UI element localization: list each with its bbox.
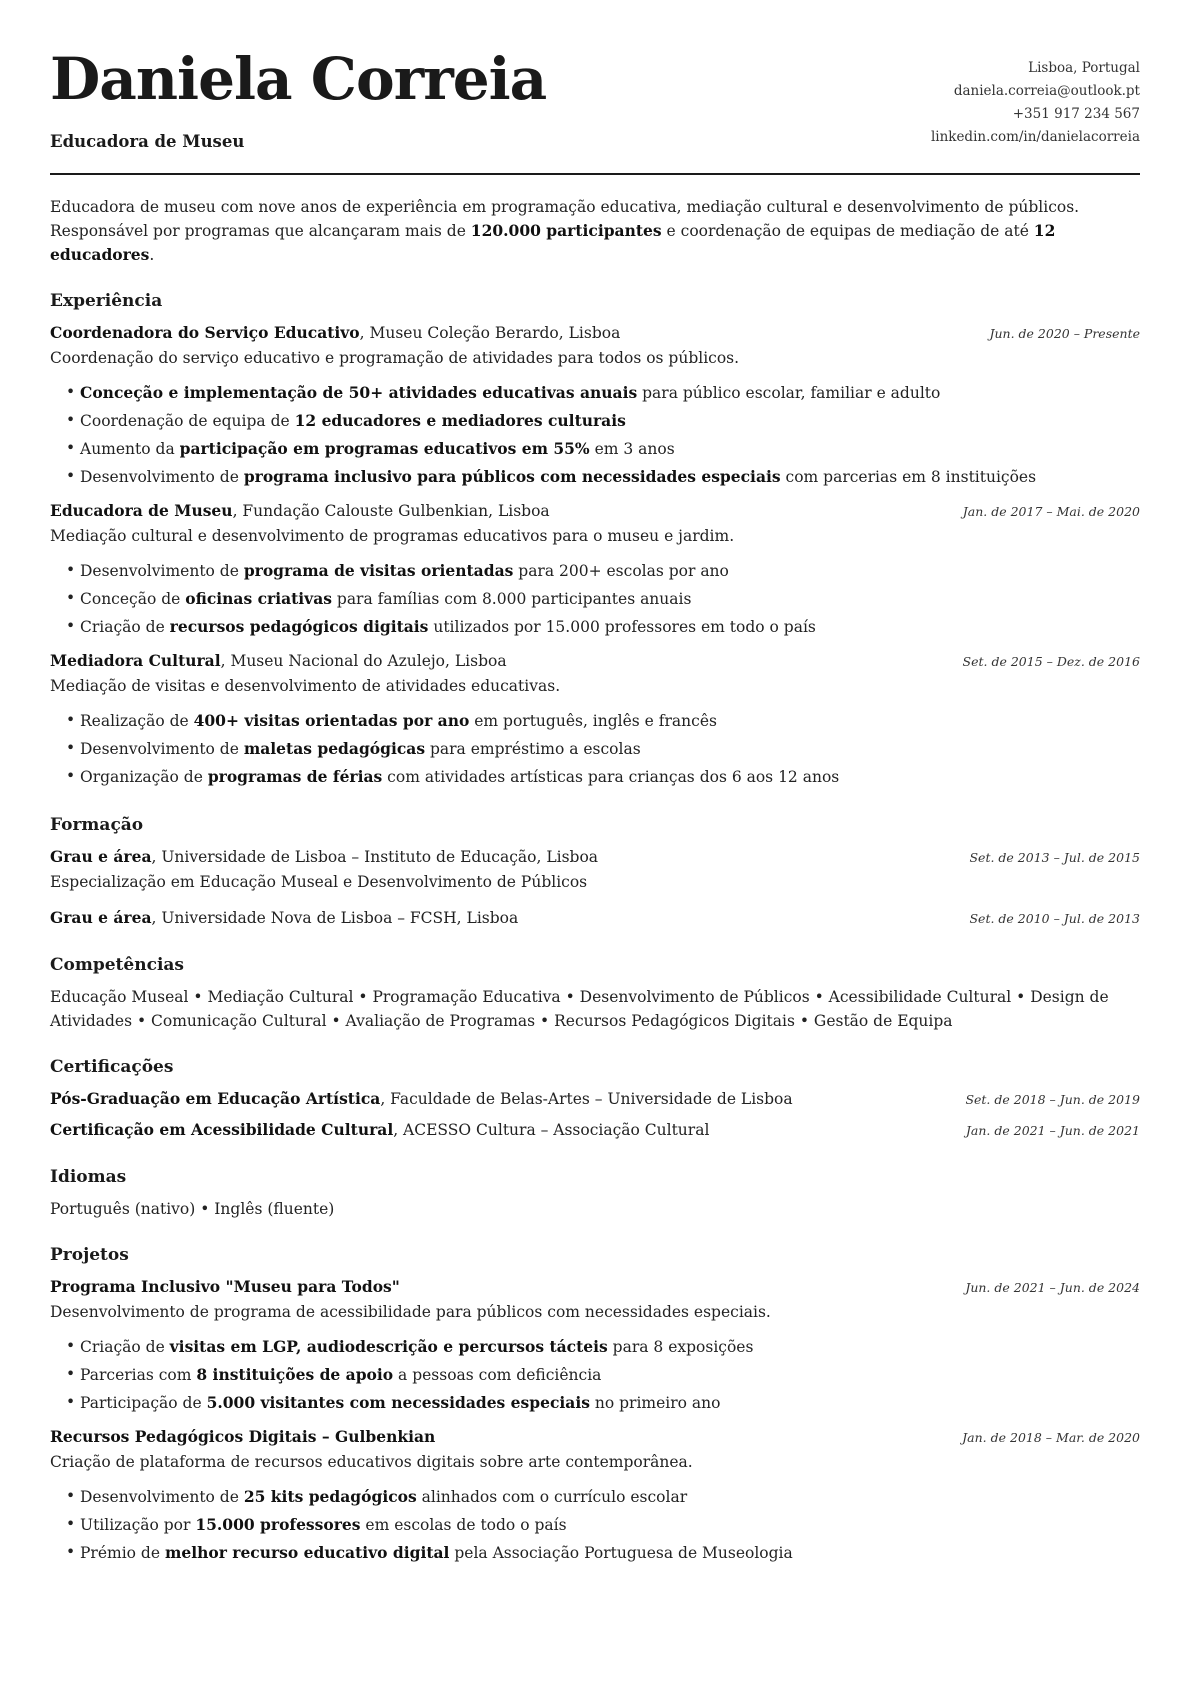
- bullet-item: [80, 1483, 1140, 1511]
- job-role: Coordenadora do Serviço Educativo: [50, 323, 360, 342]
- education-list: [50, 845, 1140, 931]
- bullet-highlight: 5.000 visitantes com necessidades especiais: [206, 1393, 590, 1412]
- bullet-highlight: programas de férias: [207, 767, 383, 786]
- certification-entry: [50, 1087, 1140, 1112]
- bullet-highlight: 400+ visitas orientadas por ano: [193, 711, 470, 730]
- bullet-text: pela Associação Portuguesa de Museologia: [449, 1544, 793, 1562]
- contact-location: Lisboa, Portugal: [1028, 60, 1140, 76]
- job-organization: , Fundação Calouste Gulbenkian, Lisboa: [232, 502, 550, 520]
- bullet-text: utilizados por 15.000 professores em todo o país: [428, 618, 816, 636]
- bullet-item: [80, 1361, 1140, 1389]
- bullet-text: Aumento da: [80, 440, 180, 458]
- entry-header: [50, 499, 1140, 524]
- entry-description: Criação de plataforma de recursos educativos digitais sobre arte contemporânea.: [50, 1453, 693, 1471]
- projects-list: [50, 1275, 1140, 1567]
- bullet-text: para 200+ escolas por ano: [513, 562, 729, 580]
- candidate-title: Educadora de Museu: [50, 132, 245, 151]
- entry-description: Especialização em Educação Museal e Desenvolvimento de Públicos: [50, 873, 588, 891]
- languages-list: Português (nativo) • Inglês (fluente): [50, 1200, 335, 1218]
- bullet-list: [50, 557, 1140, 641]
- entry-description: Mediação cultural e desenvolvimento de programas educativos para o museu e jardim.: [50, 527, 735, 545]
- resume-header: [50, 0, 1140, 175]
- certification-name: Pós-Graduação em Educação Artística: [50, 1089, 381, 1108]
- certification-name: Certificação em Acessibilidade Cultural: [50, 1120, 394, 1139]
- entry-date: Set. de 2013 – Jul. de 2015: [969, 850, 1140, 865]
- entry-title: [50, 321, 620, 345]
- bullet-text: Criação de: [80, 1338, 170, 1356]
- contact-phone[interactable]: +351 917 234 567: [1012, 106, 1140, 122]
- entry-title: [50, 906, 518, 930]
- entry-date: Jan. de 2017 – Mai. de 2020: [962, 504, 1140, 519]
- bullet-text: com parcerias em 8 instituições: [780, 468, 1037, 486]
- summary-highlight: 12 educadores: [50, 221, 1056, 264]
- bullet-highlight: programa de visitas orientadas: [243, 561, 514, 580]
- candidate-name: Daniela Correia: [50, 45, 547, 113]
- entry-date: Set. de 2010 – Jul. de 2013: [969, 911, 1140, 926]
- job-organization: , Museu Nacional do Azulejo, Lisboa: [220, 652, 507, 670]
- summary-highlight: 120.000 participantes: [470, 221, 662, 240]
- bullet-list: [50, 1483, 1140, 1567]
- bullet-item: [80, 585, 1140, 613]
- bullet-list: [50, 1333, 1140, 1417]
- entry-header: [50, 1275, 1140, 1300]
- education-school: , Universidade de Lisboa – Instituto de Educação, Lisboa: [151, 848, 599, 866]
- education-degree: Grau e área: [50, 908, 152, 927]
- project-name: Programa Inclusivo "Museu para Todos": [50, 1277, 400, 1296]
- bullet-text: Participação de: [80, 1394, 207, 1412]
- bullet-highlight: maletas pedagógicas: [243, 739, 426, 758]
- entry-description: Mediação de visitas e desenvolvimento de atividades educativas.: [50, 677, 561, 695]
- entry-date: Set. de 2018 – Jun. de 2019: [965, 1092, 1140, 1107]
- bullet-item: [80, 1539, 1140, 1567]
- certification-issuer: , ACESSO Cultura – Associação Cultural: [393, 1121, 710, 1139]
- contact-linkedin[interactable]: linkedin.com/in/danielacorreia: [930, 129, 1140, 145]
- bullet-highlight: Conceção e implementação de 50+ atividades educativas anuais: [80, 383, 638, 402]
- education-entry: [50, 845, 1140, 894]
- bullet-item: [80, 557, 1140, 585]
- entry-header: [50, 906, 1140, 931]
- entry-title: [50, 1425, 435, 1449]
- contact-block: [931, 57, 1140, 149]
- bullet-text: Utilização por: [80, 1516, 196, 1534]
- entry-title: [50, 1087, 793, 1111]
- bullet-text: Desenvolvimento de: [80, 562, 244, 580]
- summary-segment: e coordenação de equipas de mediação de até: [661, 222, 1034, 240]
- entry-date: Set. de 2015 – Dez. de 2016: [962, 654, 1140, 669]
- entry-header: [50, 845, 1140, 870]
- entry-description: Coordenação do serviço educativo e programação de atividades para todos os públicos.: [50, 349, 740, 367]
- experience-entry: [50, 499, 1140, 641]
- bullet-text: com atividades artísticas para crianças dos 6 aos 12 anos: [382, 768, 840, 786]
- summary: [50, 195, 1140, 267]
- bullet-text: a pessoas com deficiência: [393, 1366, 602, 1384]
- entry-date: Jan. de 2018 – Mar. de 2020: [962, 1430, 1140, 1445]
- bullet-text: para 8 exposições: [607, 1338, 754, 1356]
- section-title-skills: Competências: [50, 955, 184, 975]
- bullet-highlight: melhor recurso educativo digital: [164, 1543, 450, 1562]
- section-title-certifications: Certificações: [50, 1057, 174, 1077]
- bullet-highlight: oficinas criativas: [185, 589, 332, 608]
- bullet-text: para público escolar, familiar e adulto: [637, 384, 941, 402]
- entry-title: [50, 499, 550, 523]
- bullet-text: Criação de: [80, 618, 170, 636]
- education-degree: Grau e área: [50, 847, 152, 866]
- bullet-text: Organização de: [80, 768, 208, 786]
- bullet-item: [80, 735, 1140, 763]
- entry-title: [50, 1118, 709, 1142]
- bullet-highlight: 12 educadores e mediadores culturais: [294, 411, 626, 430]
- experience-entry: [50, 321, 1140, 491]
- bullet-item: [80, 613, 1140, 641]
- project-name: Recursos Pedagógicos Digitais – Gulbenkian: [50, 1427, 436, 1446]
- experience-entry: [50, 649, 1140, 791]
- section-title-projects: Projetos: [50, 1245, 129, 1265]
- bullet-text: Parcerias com: [80, 1366, 197, 1384]
- bullet-highlight: programa inclusivo para públicos com necessidades especiais: [243, 467, 781, 486]
- bullet-text: Desenvolvimento de: [80, 468, 244, 486]
- bullet-text: Conceção de: [80, 590, 186, 608]
- bullet-list: [50, 379, 1140, 491]
- job-role: Educadora de Museu: [50, 501, 233, 520]
- entry-title: [50, 649, 507, 673]
- bullet-text: em 3 anos: [589, 440, 675, 458]
- bullet-text: para empréstimo a escolas: [425, 740, 641, 758]
- bullet-item: [80, 1333, 1140, 1361]
- bullet-text: Realização de: [80, 712, 194, 730]
- entry-header: [50, 321, 1140, 346]
- bullet-item: [80, 379, 1140, 407]
- section-title-languages: Idiomas: [50, 1167, 127, 1187]
- bullet-highlight: 25 kits pedagógicos: [243, 1487, 417, 1506]
- certification-issuer: , Faculdade de Belas-Artes – Universidade de Lisboa: [380, 1090, 793, 1108]
- section-title-experience: Experiência: [50, 291, 163, 311]
- bullet-text: Prémio de: [80, 1544, 165, 1562]
- entry-header: [50, 649, 1140, 674]
- bullet-highlight: participação em programas educativos em 55%: [179, 439, 590, 458]
- project-entry: [50, 1275, 1140, 1417]
- bullet-text: para famílias com 8.000 participantes anuais: [331, 590, 692, 608]
- bullet-text: alinhados com o currículo escolar: [416, 1488, 688, 1506]
- education-school: , Universidade Nova de Lisboa – FCSH, Lisboa: [151, 909, 519, 927]
- bullet-item: [80, 1389, 1140, 1417]
- bullet-highlight: 8 instituições de apoio: [196, 1365, 394, 1384]
- experience-list: [50, 321, 1140, 791]
- project-entry: [50, 1425, 1140, 1567]
- section-title-education: Formação: [50, 815, 144, 835]
- skills-list: Educação Museal • Mediação Cultural • Programação Educativa • Desenvolvimento de Públicos • Acessibilidade Cultural • Design de Atividades • Comunicação Cultural • Avaliação de Programas • Recursos Pedagógicos Digitais • Gestão de Equipa: [50, 988, 1109, 1030]
- bullet-highlight: recursos pedagógicos digitais: [169, 617, 429, 636]
- bullet-highlight: 15.000 professores: [195, 1515, 361, 1534]
- bullet-text: Desenvolvimento de: [80, 740, 244, 758]
- bullet-item: [80, 463, 1140, 491]
- bullet-text: no primeiro ano: [589, 1394, 721, 1412]
- job-role: Mediadora Cultural: [50, 651, 221, 670]
- entry-description: Desenvolvimento de programa de acessibilidade para públicos com necessidades especiais.: [50, 1303, 771, 1321]
- entry-title: [50, 1275, 400, 1299]
- education-entry: [50, 906, 1140, 931]
- entry-date: Jan. de 2021 – Jun. de 2021: [965, 1123, 1140, 1138]
- bullet-text: em escolas de todo o país: [360, 1516, 567, 1534]
- certifications-list: [50, 1087, 1140, 1143]
- entry-date: Jun. de 2020 – Presente: [989, 326, 1140, 341]
- job-organization: , Museu Coleção Berardo, Lisboa: [359, 324, 621, 342]
- certification-entry: [50, 1118, 1140, 1143]
- bullet-item: [80, 707, 1140, 735]
- entry-header: [50, 1425, 1140, 1450]
- summary-segment: Educadora de museu com nove anos de experiência em programação educativa, mediação cultural e desenvolvimento de públicos. Responsável por programas que alcançaram mais de: [50, 198, 1080, 240]
- bullet-item: [80, 407, 1140, 435]
- entry-title: [50, 845, 598, 869]
- bullet-text: Desenvolvimento de: [80, 1488, 244, 1506]
- entry-date: Jun. de 2021 – Jun. de 2024: [965, 1280, 1140, 1295]
- bullet-highlight: visitas em LGP, audiodescrição e percursos tácteis: [169, 1337, 608, 1356]
- bullet-list: [50, 707, 1140, 791]
- bullet-text: Coordenação de equipa de: [80, 412, 295, 430]
- bullet-item: [80, 435, 1140, 463]
- bullet-item: [80, 763, 1140, 791]
- bullet-item: [80, 1511, 1140, 1539]
- bullet-text: em português, inglês e francês: [469, 712, 717, 730]
- contact-email[interactable]: daniela.correia@outlook.pt: [953, 83, 1140, 99]
- summary-segment: .: [149, 246, 155, 264]
